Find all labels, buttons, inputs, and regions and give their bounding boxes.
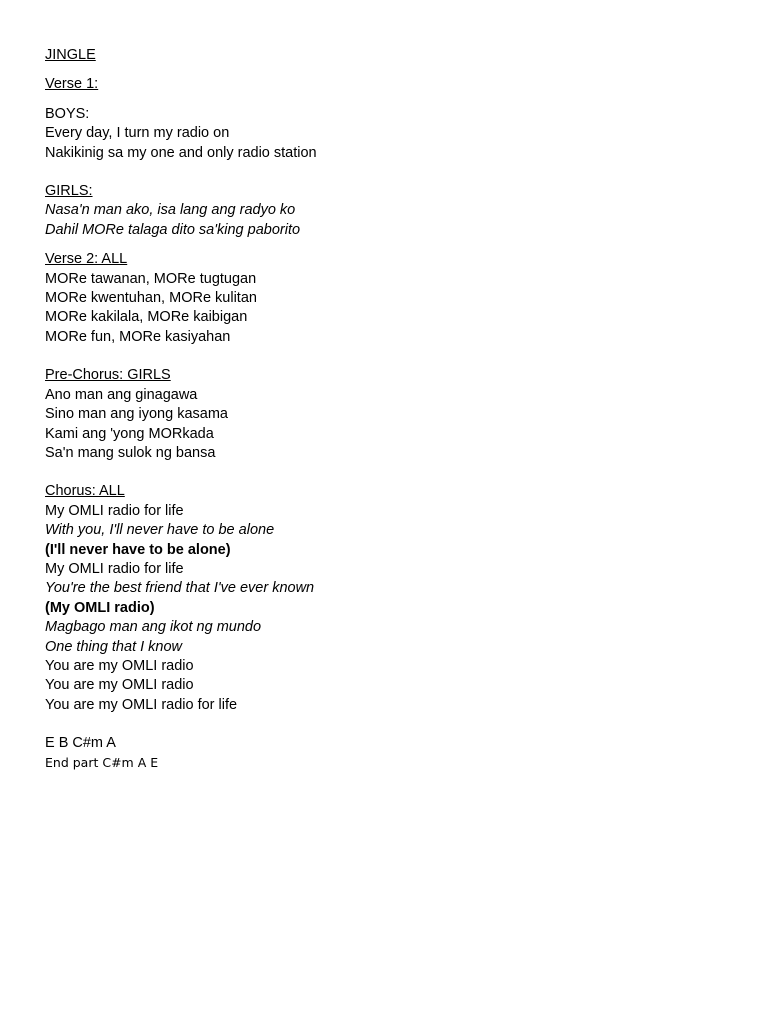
- verse1-girls-block: [45, 182, 645, 240]
- lyric-line: My OMLI radio for life: [45, 502, 184, 519]
- chorus-heading: Chorus: ALL: [45, 483, 125, 500]
- lyric-line: Kami ang 'yong MORkada: [45, 425, 214, 442]
- lyric-line: You are my OMLI radio for life: [45, 696, 238, 713]
- girls-label: GIRLS:: [45, 183, 93, 200]
- lyric-line: (I'll never have to be alone): [45, 541, 231, 558]
- lyric-line: (My OMLI radio): [45, 599, 155, 616]
- verse2-heading: Verse 2: ALL: [45, 251, 128, 268]
- lyric-line: Dahil MORe talaga dito sa'king paborito: [45, 221, 301, 238]
- document-title: JINGLE: [45, 47, 96, 63]
- lyric-line: One thing that I know: [45, 638, 183, 655]
- lyric-line: MORe fun, MORe kasiyahan: [45, 328, 231, 345]
- chords-main: E B C#m A: [45, 735, 116, 752]
- lyric-line: My OMLI radio for life: [45, 560, 184, 577]
- chorus-block: [45, 482, 645, 715]
- lyrics-document: [45, 46, 645, 772]
- boys-label: BOYS:: [45, 105, 90, 122]
- lyric-line: Magbago man ang ikot ng mundo: [45, 619, 262, 636]
- lyric-line: Sino man ang iyong kasama: [45, 406, 228, 423]
- lyric-line: Nasa'n man ako, isa lang ang radyo ko: [45, 202, 296, 219]
- lyric-line: MORe kwentuhan, MORe kulitan: [45, 290, 257, 307]
- lyric-line: Every day, I turn my radio on: [45, 125, 230, 142]
- lyric-line: You are my OMLI radio: [45, 677, 194, 694]
- verse2-block: [45, 250, 645, 347]
- lyric-line: MORe kakilala, MORe kaibigan: [45, 309, 248, 326]
- lyric-line: MORe tawanan, MORe tugtugan: [45, 270, 257, 287]
- prechorus-block: [45, 366, 645, 463]
- lyric-line: Ano man ang ginagawa: [45, 386, 198, 403]
- prechorus-heading: Pre-Chorus: GIRLS: [45, 367, 171, 384]
- lyric-line: You're the best friend that I've ever known: [45, 580, 315, 597]
- lyric-line: With you, I'll never have to be alone: [45, 522, 275, 539]
- verse1-boys-block: [45, 105, 645, 163]
- chords-end: End part C#m A E: [45, 754, 159, 770]
- lyric-line: Sa'n mang sulok ng bansa: [45, 444, 216, 461]
- chords-block: [45, 734, 645, 771]
- lyric-line: Nakikinig sa my one and only radio station: [45, 144, 317, 161]
- lyric-line: You are my OMLI radio: [45, 657, 194, 674]
- verse1-heading: Verse 1:: [45, 76, 99, 93]
